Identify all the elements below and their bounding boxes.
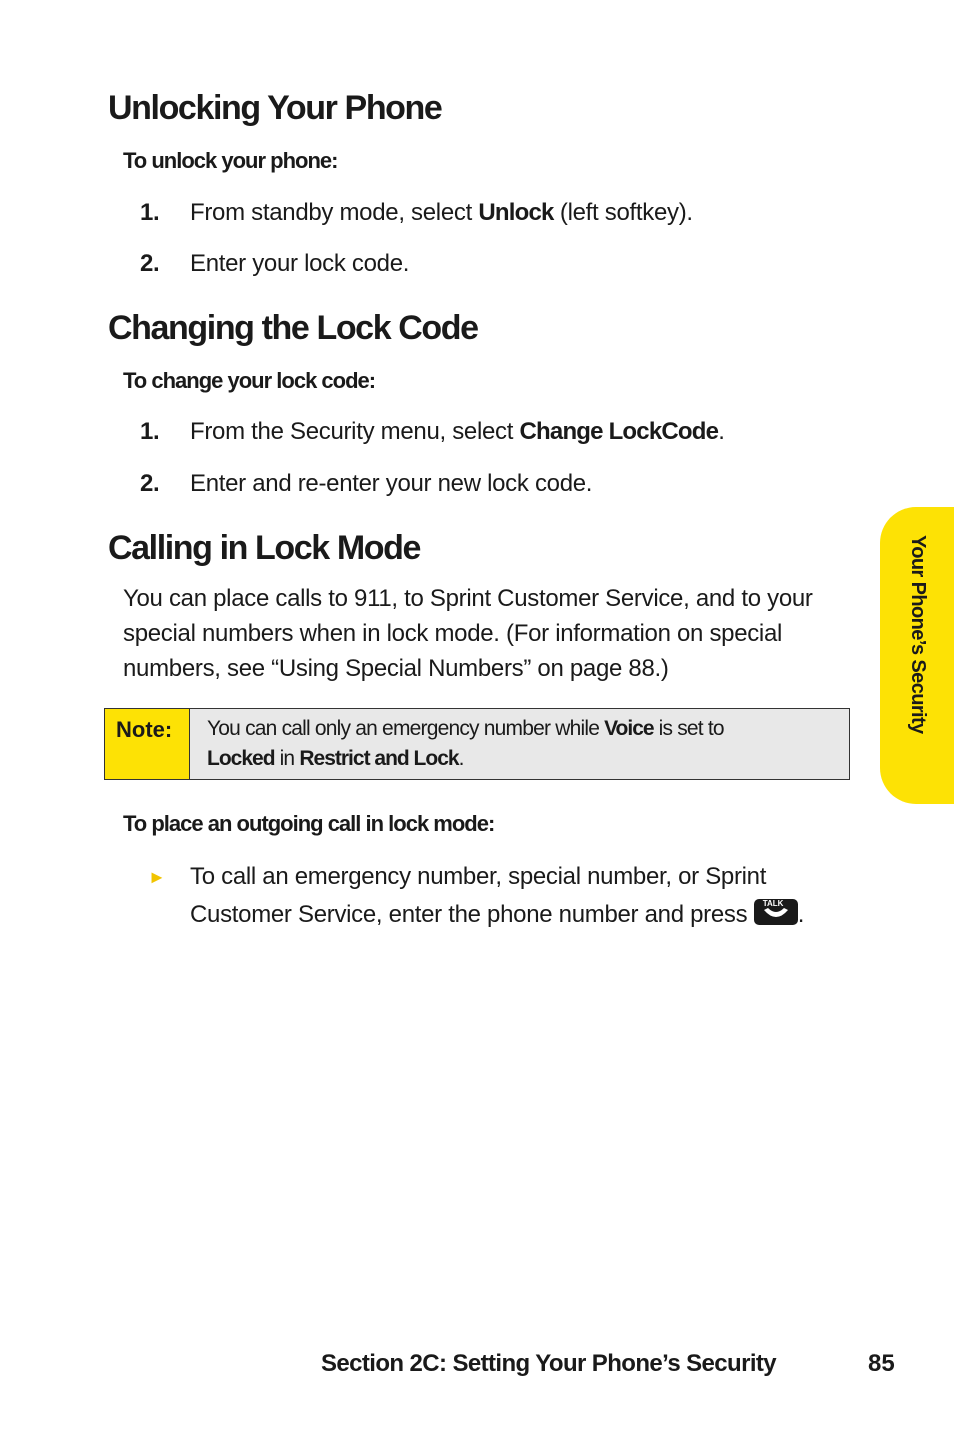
heading-unlocking: Unlocking Your Phone <box>108 89 442 127</box>
note-text-part: . <box>458 747 464 770</box>
step-text-end: (left softkey). <box>553 199 693 226</box>
bullet-text-end: . <box>797 901 805 928</box>
phone-handset-icon <box>762 906 790 922</box>
heading-calling-lock-mode: Calling in Lock Mode <box>108 529 421 567</box>
step-number: 2. <box>140 470 160 497</box>
step-text: From the Security menu, select <box>190 418 520 445</box>
step-text: Enter your lock code. <box>190 250 410 277</box>
note-box <box>104 708 850 780</box>
note-text-part: in <box>274 747 300 770</box>
note-label: Note: <box>105 709 190 779</box>
heading-changing-lock-code: Changing the Lock Code <box>108 309 478 347</box>
footer-section-title: Section 2C: Setting Your Phone’s Security <box>321 1350 777 1377</box>
calling-paragraph: You can place calls to 911, to Sprint Customer Service, and to your special numbers when in lock mode. (For information on special numbers, see “Using Special Numbers” on page 88.) <box>123 585 813 682</box>
step-number: 1. <box>140 199 160 226</box>
step-text: From standby mode, select <box>190 199 479 226</box>
bullet-text <box>190 858 848 934</box>
unlock-step-2 <box>140 249 409 279</box>
step-menu-item: Unlock <box>478 199 554 226</box>
step-menu-item: Change LockCode <box>519 418 719 445</box>
step-text: Enter and re-enter your new lock code. <box>190 470 593 497</box>
bullet-arrow-icon: ► <box>148 867 166 887</box>
page-number: 85 <box>868 1350 895 1377</box>
note-text-part: You can call only an emergency number while <box>207 717 605 740</box>
change-step-1 <box>140 417 725 447</box>
talk-key-icon <box>754 899 798 925</box>
unlock-step-1 <box>140 198 693 228</box>
talk-key-label: TALK <box>762 899 784 908</box>
side-tab-label: Your Phone’s Security <box>907 535 929 734</box>
note-text-part: is set to <box>653 717 724 740</box>
note-bold-restrict: Restrict and Lock <box>299 747 459 770</box>
subheading-change: To change your lock code: <box>123 368 376 393</box>
change-step-2 <box>140 469 592 499</box>
note-bold-voice: Voice <box>604 717 654 740</box>
step-number: 2. <box>140 250 160 277</box>
step-number: 1. <box>140 418 160 445</box>
bullet-item <box>148 858 848 934</box>
note-text <box>190 709 849 779</box>
step-text-end: . <box>718 418 725 445</box>
bullet-text-body: To call an emergency number, special number, or Sprint Customer Service, enter the phone number and press <box>190 863 767 928</box>
note-bold-locked: Locked <box>207 747 275 770</box>
subheading-unlock: To unlock your phone: <box>123 148 338 173</box>
subheading-place-call: To place an outgoing call in lock mode: <box>123 811 495 836</box>
